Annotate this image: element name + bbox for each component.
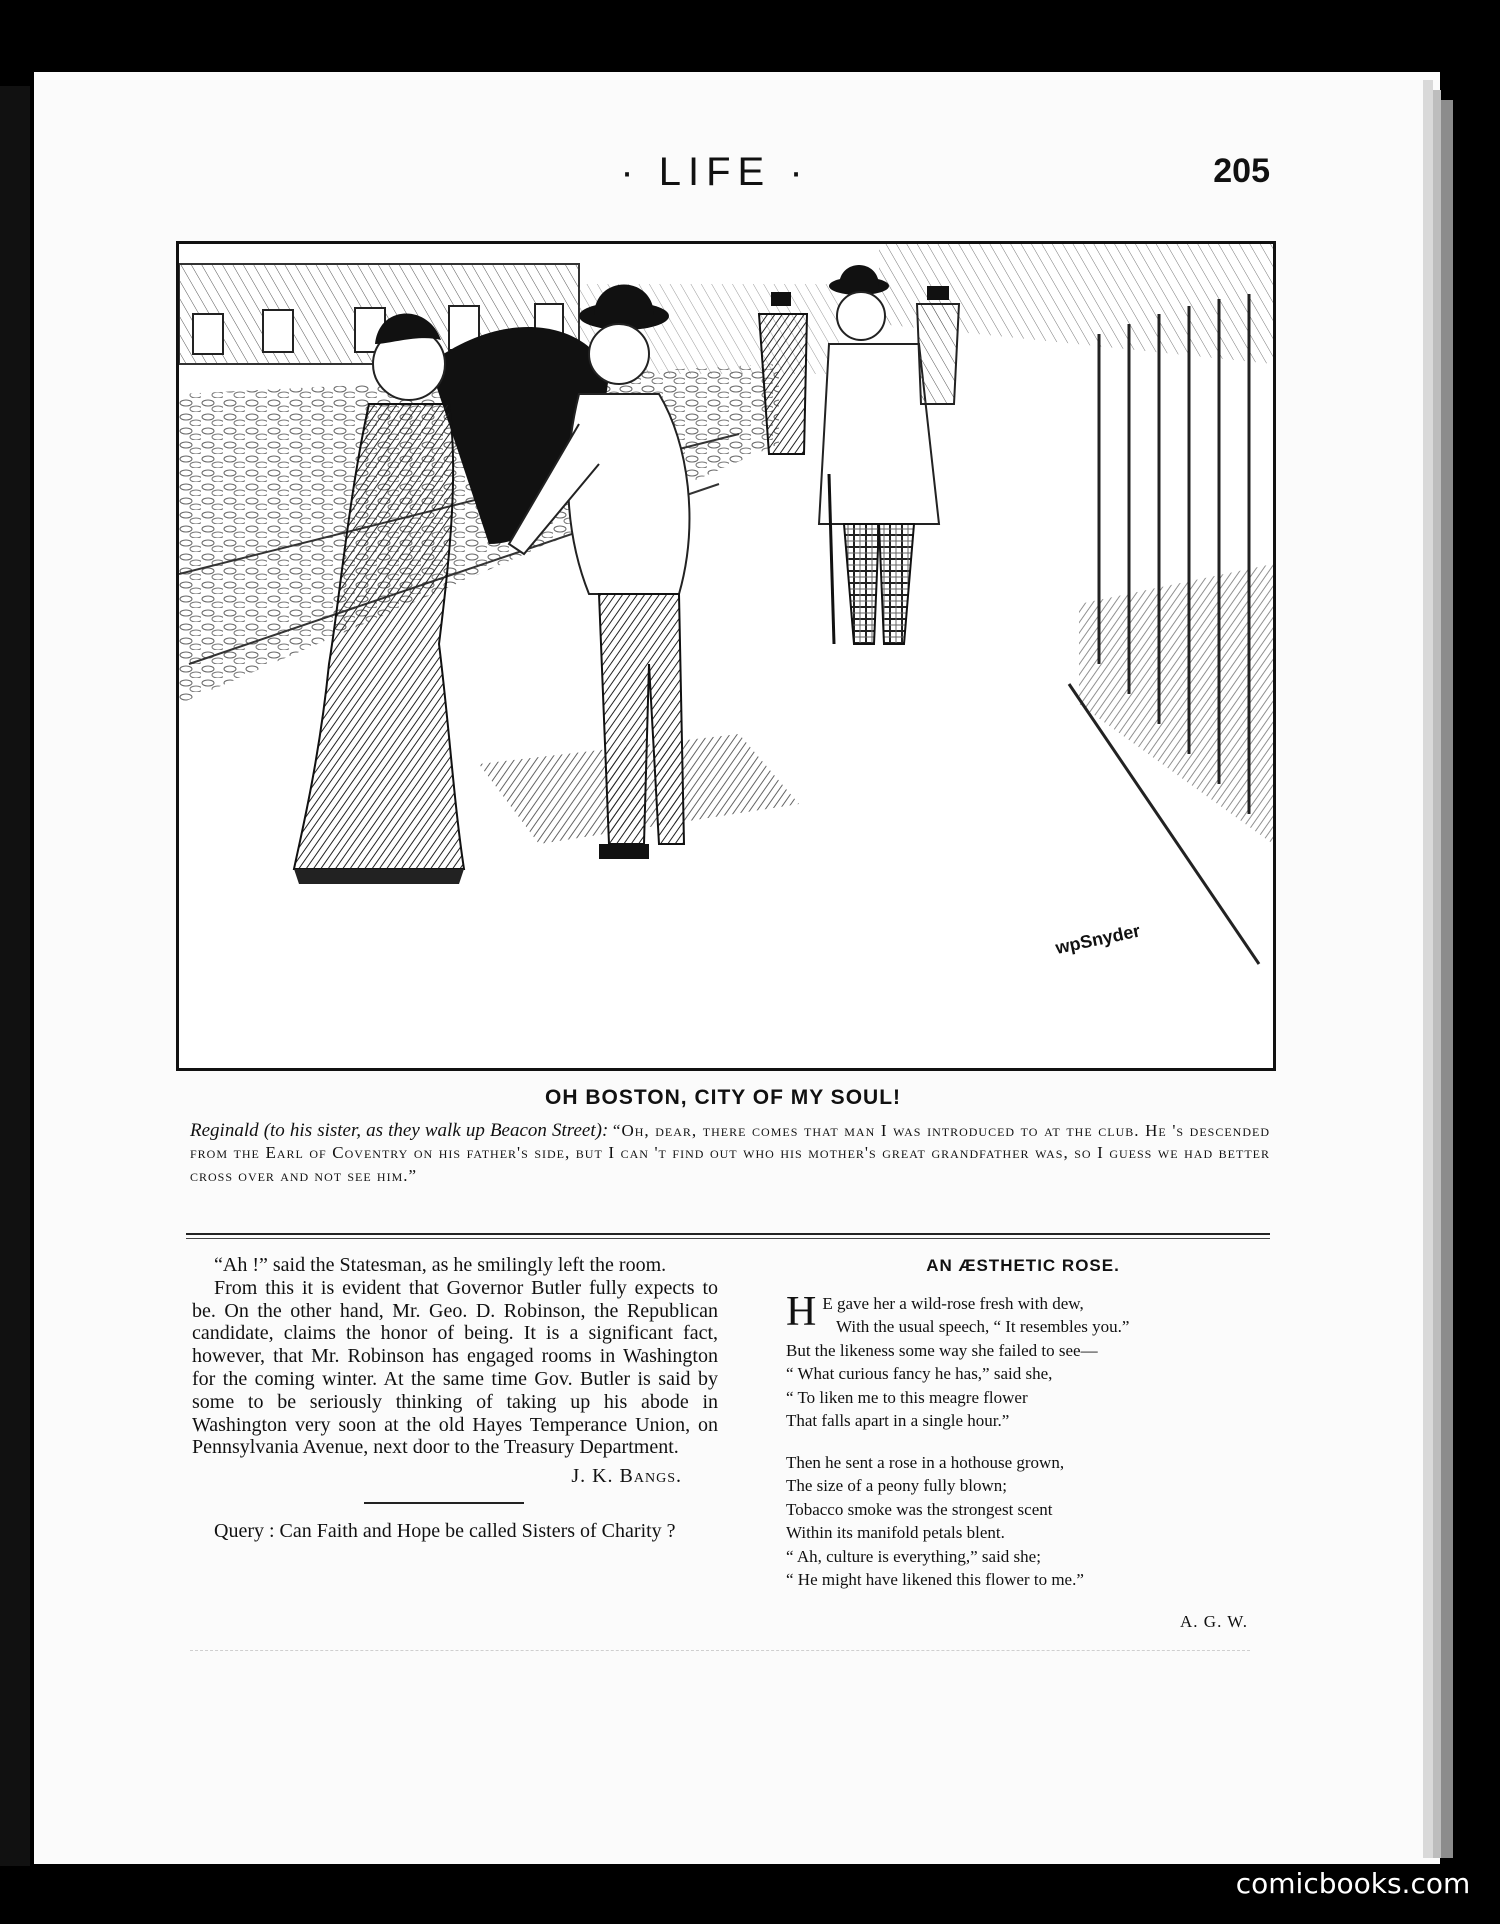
poem-stanza-1: [786, 1288, 1260, 1433]
poem-line: But the likeness some way she failed to see—: [786, 1340, 1098, 1360]
poem-line: “ Ah, culture is everything,” said she;: [786, 1546, 1041, 1566]
poem-line: That falls apart in a single hour.”: [786, 1411, 1010, 1430]
caption-speaker: Reginald (to his sister, as they walk up Beacon Street):: [190, 1120, 609, 1141]
page-edge: [1423, 80, 1433, 1858]
far-figure: [917, 286, 959, 404]
cartoon-title: OH BOSTON, CITY OF MY SOUL!: [544, 1086, 902, 1109]
street-scene-drawing: [179, 244, 1273, 1068]
poem-line: With the usual speech, “ It resembles you.”: [836, 1317, 1130, 1336]
section-divider: [186, 1233, 1270, 1235]
artist-signature: wpSnyder: [1053, 920, 1142, 958]
poem-line: Tobacco smoke was the strongest scent: [786, 1499, 1053, 1519]
short-divider: [364, 1502, 524, 1504]
article-signature: J. K. Bangs.: [571, 1465, 682, 1488]
poem-line: “ He might have likened this flower to me.”: [786, 1570, 1084, 1589]
poem: [786, 1254, 1260, 1633]
cartoon-caption: [190, 1120, 1270, 1187]
book-binding-shadow: [0, 86, 30, 1866]
left-article: [192, 1254, 718, 1543]
caption-dialogue: “Oh, dear, there comes that man I was introduced to at the club. He 's descended from the Earl of Coventry on his father's side, but I can 't find out who his mother's great grandfather was, so I guess we had better cross over and not see him.”: [190, 1121, 1271, 1185]
poem-line: The size of a peony fully blown;: [786, 1476, 1007, 1495]
drop-cap: H: [786, 1288, 817, 1335]
poem-stanza-2: [786, 1451, 1260, 1592]
page-edge: [1433, 90, 1441, 1858]
query-paragraph: Query : Can Faith and Hope be called Sisters of Charity ?: [214, 1519, 676, 1542]
poem-signature: A. G. W.: [1180, 1611, 1248, 1631]
article-paragraph: “Ah !” said the Statesman, as he smilingly left the room.: [214, 1254, 667, 1276]
article-paragraph: From this it is evident that Governor Butler fully expects to be. On the other hand, Mr. Geo. D. Robinson, the Republican candidate, claims the honor of being. It is a significant fact, however, that Mr. Robinson has engaged rooms in Washington for the coming winter. At the same time Gov. Butler is said by some to be seriously thinking of taking up his abode in Washington very soon at the old Hayes Temperance Union, on Pennsylvania Avenue, next door to the Treasury Department.: [192, 1276, 718, 1459]
masthead-title: · LIFE ·: [620, 150, 810, 194]
page-edge: [1441, 100, 1453, 1858]
footer-divider: [190, 1650, 1250, 1651]
section-divider: [186, 1238, 1270, 1239]
poem-line: E gave her a wild-rose fresh with dew,: [822, 1293, 1084, 1313]
page-number: 205: [1213, 152, 1270, 190]
poem-line: Within its manifold petals blent.: [786, 1523, 1005, 1542]
poem-line: “ To liken me to this meagre flower: [786, 1387, 1028, 1407]
poem-line: Then he sent a rose in a hothouse grown,: [786, 1452, 1065, 1472]
poem-title: AN ÆSTHETIC ROSE.: [926, 1256, 1120, 1275]
site-watermark: comicbooks.com: [1235, 1867, 1471, 1900]
poem-line: “ What curious fancy he has,” said she,: [786, 1364, 1053, 1383]
cartoon-illustration: [176, 241, 1276, 1071]
